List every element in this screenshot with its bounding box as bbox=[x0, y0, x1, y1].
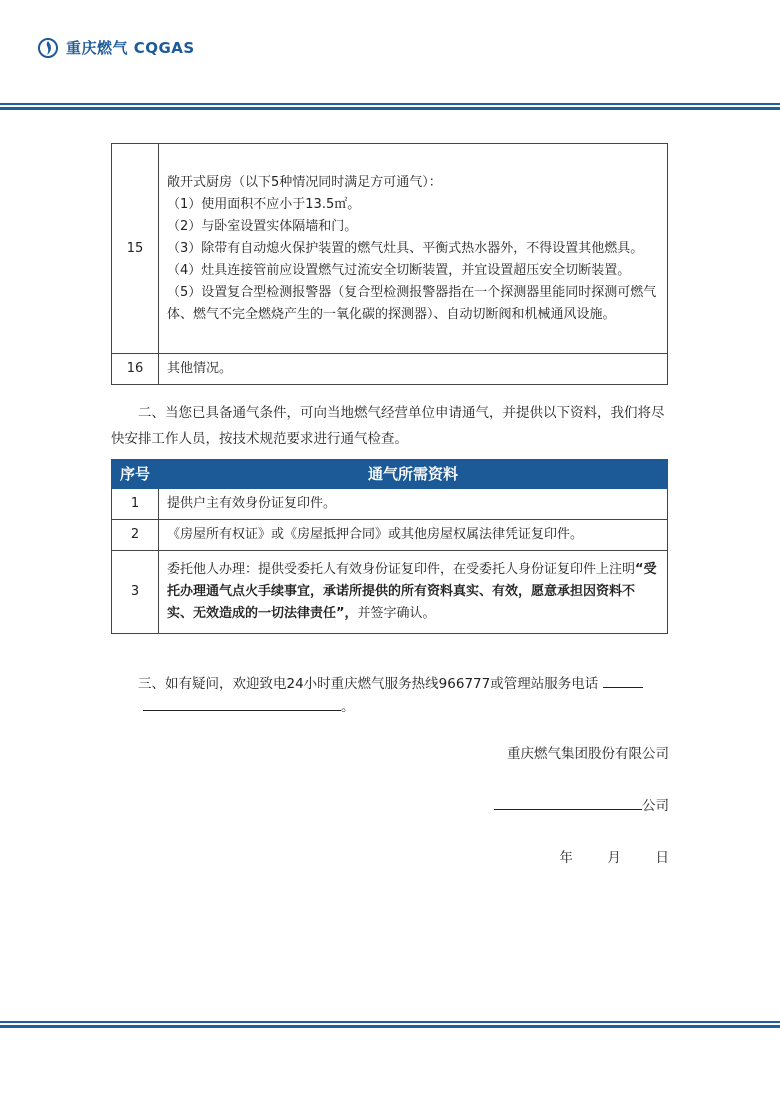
table-row bbox=[112, 520, 668, 551]
column-header: 通气所需资料 bbox=[159, 460, 668, 489]
condition-line: （5）设置复合型检测报警器（复合型检测报警器指在一个探测器里能同时探测可燃气体、燃气不完全燃烧产生的一氧化碳的探测器）、自动切断阀和机械通风设施。 bbox=[167, 284, 657, 322]
row-content: 其他情况。 bbox=[159, 354, 668, 385]
footer-rule-thick bbox=[0, 1025, 780, 1028]
header-rule-thick bbox=[0, 107, 780, 110]
row-content bbox=[159, 144, 668, 354]
paragraph-three-end: 。 bbox=[341, 699, 355, 715]
table-row bbox=[112, 489, 668, 520]
phone-blank bbox=[603, 673, 643, 688]
branch-suffix: 公司 bbox=[642, 798, 669, 814]
condition-line: （4）灶具连接管前应设置燃气过流安全切断装置，并宜设置超压安全切断装置。 bbox=[167, 262, 631, 278]
table-row bbox=[112, 354, 668, 385]
row-text-tail: 并签字确认。 bbox=[357, 606, 436, 621]
row-number: 1 bbox=[112, 489, 159, 520]
branch-blank bbox=[494, 795, 642, 810]
materials-table bbox=[111, 459, 668, 634]
conditions-table bbox=[111, 143, 668, 385]
date-month: 月 bbox=[607, 850, 621, 866]
row-content: 提供户主有效身份证复印件。 bbox=[159, 489, 668, 520]
page-header bbox=[0, 0, 780, 112]
brand-logo bbox=[38, 37, 195, 58]
row-number: 2 bbox=[112, 520, 159, 551]
table-header-row bbox=[112, 460, 668, 489]
column-header: 序号 bbox=[112, 460, 159, 489]
row-content: 《房屋所有权证》或《房屋抵押合同》或其他房屋权属法律凭证复印件。 bbox=[159, 520, 668, 551]
condition-line: （2）与卧室设置实体隔墙和门。 bbox=[167, 218, 358, 234]
row-number: 15 bbox=[112, 144, 159, 354]
signature-company: 重庆燃气集团股份有限公司 bbox=[507, 746, 669, 762]
table-row bbox=[112, 551, 668, 634]
brand-name: 重庆燃气 CQGAS bbox=[66, 39, 195, 57]
row-content bbox=[159, 551, 668, 634]
row-number: 16 bbox=[112, 354, 159, 385]
footer-rule-thin bbox=[0, 1021, 780, 1023]
date-year: 年 bbox=[559, 850, 573, 866]
condition-line: 敞开式厨房（以下5种情况同时满足方可通气）： bbox=[167, 174, 442, 190]
row-text-bold: “受托办理通气点火手续事宜，承诺所提供的所有资料真实、有效，愿意承担因资料不实、无效造成的一切法律责任”， bbox=[167, 562, 657, 621]
flame-logo-icon bbox=[38, 38, 58, 58]
phone-blank-cont bbox=[143, 696, 341, 711]
row-number: 3 bbox=[112, 551, 159, 634]
row-text: 委托他人办理：提供受委托人有效身份证复印件，在受委托人身份证复印件上注明 bbox=[167, 562, 636, 577]
date-day: 日 bbox=[655, 850, 669, 866]
paragraph-three-cont bbox=[111, 694, 668, 720]
paragraph-three-text: 三、如有疑问，欢迎致电24小时重庆燃气服务热线966777或管理站服务电话 bbox=[138, 676, 599, 692]
signature-date bbox=[559, 846, 669, 866]
condition-line: （3）除带有自动熄火保护装置的燃气灶具、平衡式热水器外，不得设置其他燃具。 bbox=[167, 240, 644, 256]
paragraph-two: 二、当您已具备通气条件，可向当地燃气经营单位申请通气，并提供以下资料，我们将尽快安排工作人员，按技术规范要求进行通气检查。 bbox=[111, 405, 665, 447]
condition-line: （1）使用面积不应小于13.5㎡。 bbox=[167, 196, 361, 212]
signature-branch bbox=[494, 794, 669, 814]
header-rule-thin bbox=[0, 103, 780, 105]
table-row bbox=[112, 144, 668, 354]
